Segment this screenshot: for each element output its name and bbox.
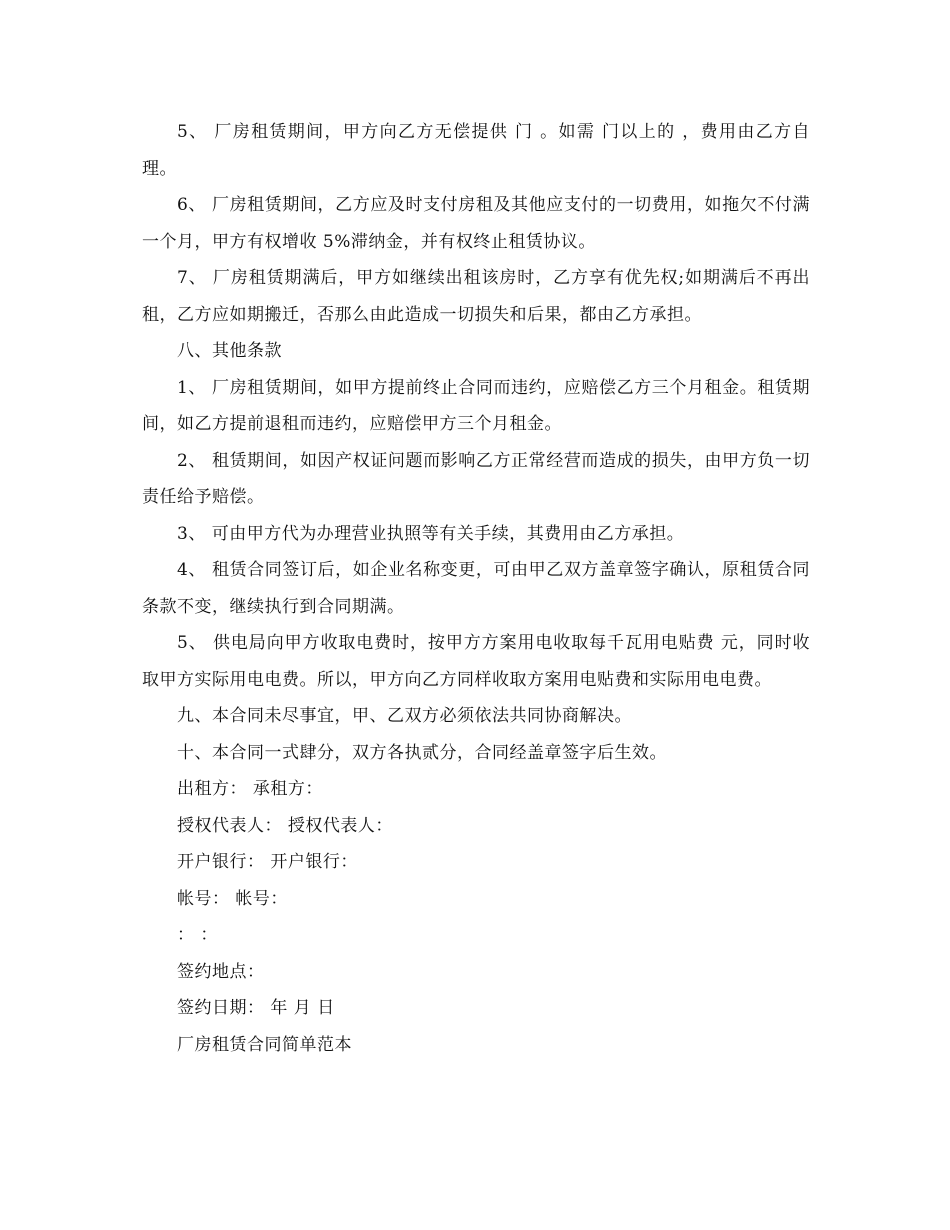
section-9: 九、本合同未尽事宜，甲、乙双方必须依法共同协商解决。 [177, 706, 632, 726]
section-8-heading: 八、其他条款 [177, 341, 282, 361]
clause-8-4: 4、 租赁合同签订后，如企业名称变更，可由甲乙双方盖章签字确认，原租赁合同条款不变，继续执行到合同期满。 [142, 560, 810, 617]
signature-agents: 授权代表人： 授权代表人： [177, 815, 393, 836]
clause-8-2: 2、 租赁期间，如因产权证问题而影响乙方正常经营而造成的损失，由甲方负一切责任给予赔偿。 [142, 450, 810, 507]
contract-body [142, 114, 810, 1063]
signature-blank: ： ： [177, 925, 218, 945]
clause-7-5: 5、 厂房租赁期间，甲方向乙方无偿提供 门 。如需 门以上的 ，费用由乙方自理。 [142, 122, 810, 179]
signature-banks: 开户银行： 开户银行： [177, 852, 358, 872]
signature-place: 签约地点： [177, 961, 265, 982]
signature-accounts: 帐号： 帐号： [177, 888, 288, 909]
document-footer-title: 厂房租赁合同简单范本 [177, 1034, 352, 1055]
signature-date: 签约日期： 年 月 日 [177, 998, 335, 1018]
clause-7-7: 7、 厂房租赁期满后，甲方如继续出租该房时，乙方享有优先权;如期满后不再出租，乙方应如期搬迁，否那么由此造成一切损失和后果，都由乙方承担。 [142, 268, 810, 325]
clause-7-6: 6、 厂房租赁期间，乙方应及时支付房租及其他应支付的一切费用，如拖欠不付满一个月，甲方有权增收 5%滞纳金，并有权终止租赁协议。 [142, 195, 810, 252]
clause-8-5: 5、 供电局向甲方收取电费时，按甲方方案用电收取每千瓦用电贴费 元，同时收取甲方实际用电电费。所以，甲方向乙方同样收取方案用电贴费和实际用电电费。 [142, 633, 810, 690]
clause-8-3: 3、 可由甲方代为办理营业执照等有关手续，其费用由乙方承担。 [177, 523, 685, 544]
section-10: 十、本合同一式肆分，双方各执贰分，合同经盖章签字后生效。 [177, 742, 667, 763]
signature-parties: 出租方： 承租方： [177, 779, 323, 799]
clause-8-1: 1、 厂房租赁期间，如甲方提前终止合同而违约，应赔偿乙方三个月租金。租赁期间，如乙方提前退租而违约，应赔偿甲方三个月租金。 [142, 377, 810, 434]
